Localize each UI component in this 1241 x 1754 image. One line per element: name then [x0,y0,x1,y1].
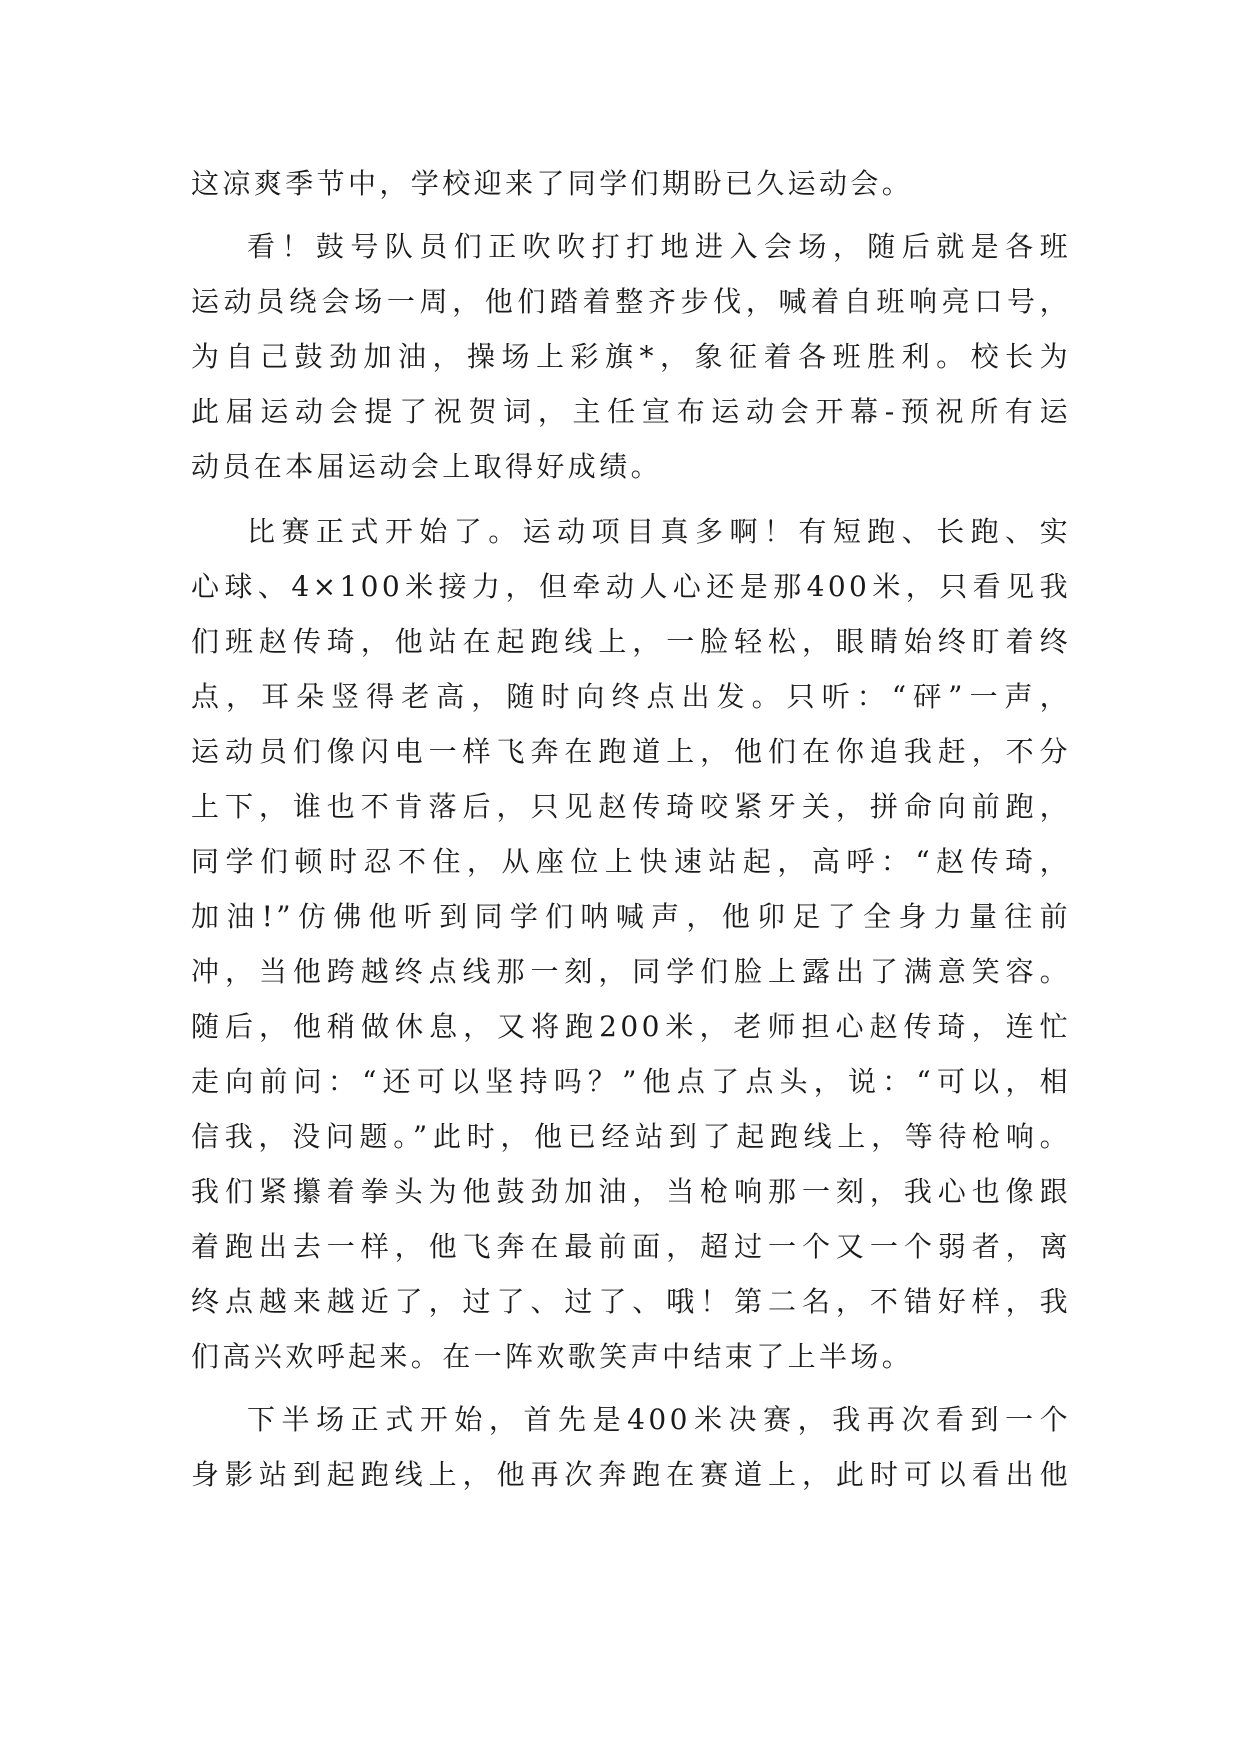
text-line: 动员在本届运动会上取得好成绩。 [191,450,663,483]
text-line: 这凉爽季节中，学校迎来了同学们期盼已久运动会。 [191,167,914,200]
text-line: 下半场正式开始，首先是400米决赛，我再次看到一个 [247,1403,1071,1436]
text-line: 终点越来越近了，过了、过了、哦！第二名，不错好样，我 [191,1285,1071,1318]
text-line: 们班赵传琦，他站在起跑线上，一脸轻松，眼睛始终盯着终 [191,625,1071,658]
text-line: 身影站到起跑线上，他再次奔跑在赛道上，此时可以看出他 [191,1458,1071,1491]
text-line: 加油!”仿佛他听到同学们呐喊声，他卯足了全身力量往前 [191,900,1071,933]
text-line: 走向前问：“还可以坚持吗？”他点了点头，说：“可以，相 [191,1065,1071,1098]
text-line: 信我，没问题。”此时，他已经站到了起跑线上，等待枪响。 [191,1120,1071,1153]
text-line: 们高兴欢呼起来。在一阵欢歌笑声中结束了上半场。 [191,1340,914,1373]
text-line: 随后，他稍做休息，又将跑200米，老师担心赵传琦，连忙 [191,1010,1071,1043]
text-line: 看！鼓号队员们正吹吹打打地进入会场，随后就是各班 [247,230,1071,263]
text-line: 同学们顿时忍不住，从座位上快速站起，高呼：“赵传琦， [191,845,1071,878]
text-line: 运动员绕会场一周，他们踏着整齐步伐，喊着自班响亮口号， [191,285,1071,318]
text-line: 心球、4×100米接力，但牵动人心还是那400米，只看见我 [191,570,1071,603]
text-line: 点，耳朵竖得老高，随时向终点出发。只听：“砰”一声， [191,680,1071,713]
text-line: 比赛正式开始了。运动项目真多啊！有短跑、长跑、实 [247,515,1071,548]
text-line: 此届运动会提了祝贺词，主任宣布运动会开幕-预祝所有运 [191,395,1071,428]
text-line: 为自己鼓劲加油，操场上彩旗*，象征着各班胜利。校长为 [191,340,1071,373]
text-line: 上下，谁也不肯落后，只见赵传琦咬紧牙关，拼命向前跑， [191,790,1071,823]
text-line: 冲，当他跨越终点线那一刻，同学们脸上露出了满意笑容。 [191,955,1071,988]
text-line: 我们紧攥着拳头为他鼓劲加油，当枪响那一刻，我心也像跟 [191,1175,1071,1208]
text-line: 着跑出去一样，他飞奔在最前面，超过一个又一个弱者，离 [191,1230,1071,1263]
text-line: 运动员们像闪电一样飞奔在跑道上，他们在你追我赶，不分 [191,735,1071,768]
